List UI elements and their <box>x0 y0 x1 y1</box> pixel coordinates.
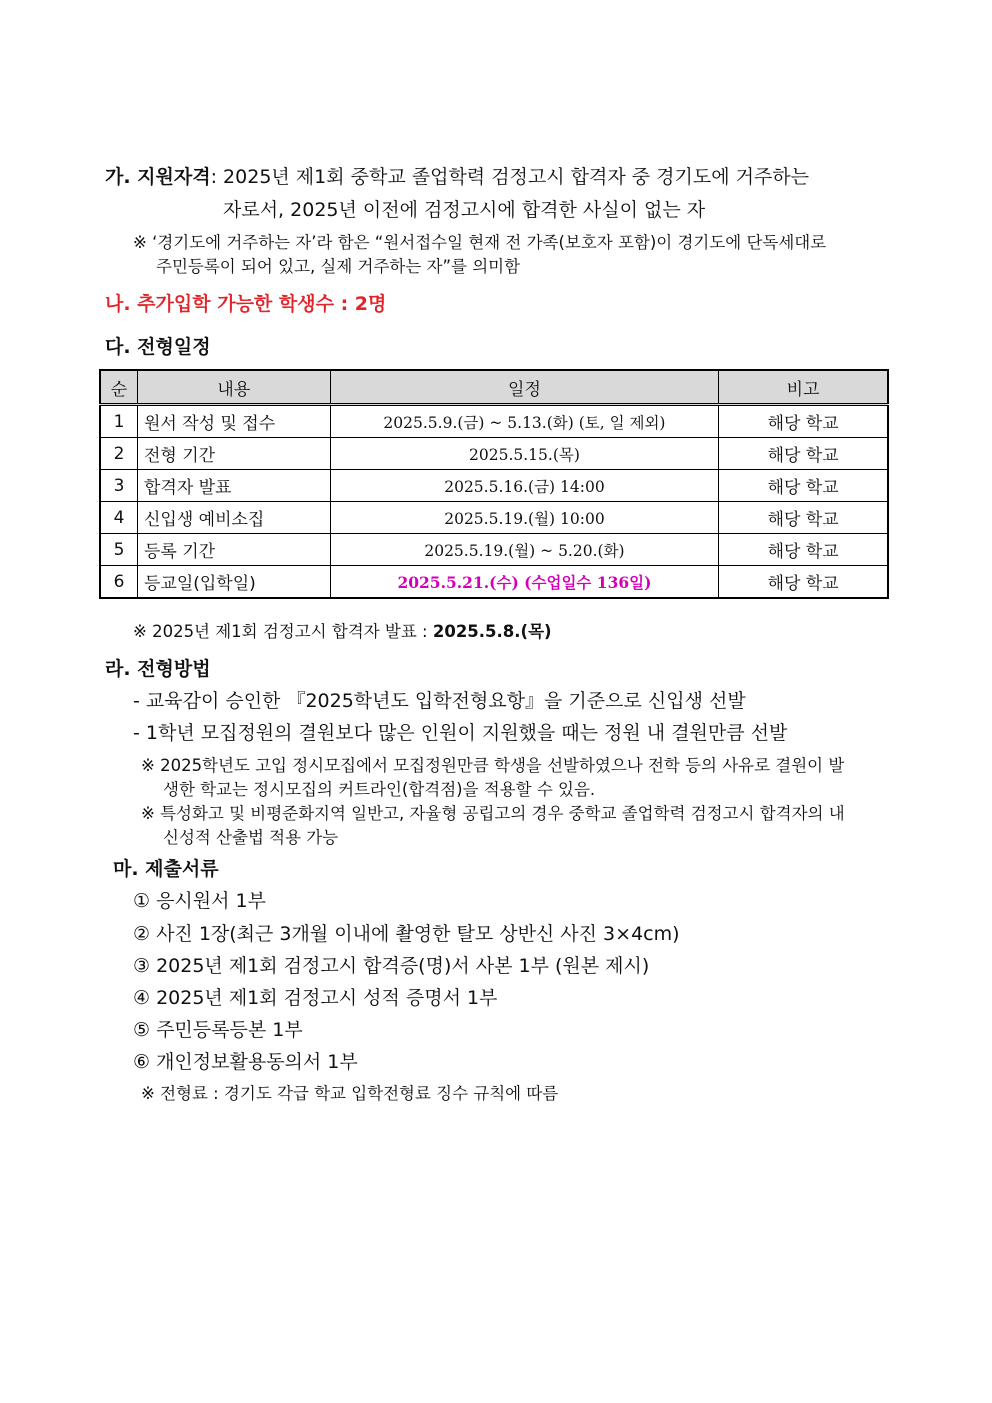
header-content: 내용 <box>137 370 330 405</box>
selection-item-2: - 1학년 모집정원의 결원보다 많은 인원이 지원했을 때는 정원 내 결원만큼 선발 <box>133 722 788 744</box>
table-row <box>100 470 888 502</box>
qualification-note-line1: ※ ‘경기도에 거주하는 자’라 함은 “원서접수일 현재 전 가족(보호자 포함)이 경기도에 단독세대로 <box>133 233 827 252</box>
row-note: 해당 학교 <box>719 502 888 534</box>
row-content: 원서 작성 및 접수 <box>137 405 330 438</box>
selection-method-heading: 라. 전형방법 <box>105 658 211 680</box>
selection-item-1: - 교육감이 승인한 『2025학년도 입학전형요항』을 기준으로 신입생 선발 <box>133 690 746 712</box>
document-item: ④ 2025년 제1회 검정고시 성적 증명서 1부 <box>133 987 498 1009</box>
row-content: 합격자 발표 <box>137 470 330 502</box>
row-no: 6 <box>100 566 137 599</box>
qualification-label: 가. 지원자격 <box>105 166 211 188</box>
announcement-date: 2025.5.8.(목) <box>432 622 552 641</box>
document-item: ① 응시원서 1부 <box>133 890 266 912</box>
document-item: ② 사진 1장(최근 3개월 이내에 촬영한 탈모 상반신 사진 3×4cm) <box>133 923 680 945</box>
documents-heading: 마. 제출서류 <box>113 858 219 880</box>
row-schedule: 2025.5.15.(목) <box>330 438 719 470</box>
row-schedule: 2025.5.16.(금) 14:00 <box>330 470 719 502</box>
row-note: 해당 학교 <box>719 438 888 470</box>
table-row <box>100 534 888 566</box>
document-item: ⑥ 개인정보활용동의서 1부 <box>133 1051 358 1073</box>
qualification-text: : 2025년 제1회 중학교 졸업학력 검정고시 합격자 중 경기도에 거주하는 <box>210 166 810 188</box>
selection-note2-line1: ※ 특성화고 및 비평준화지역 일반고, 자율형 공립고의 경우 중학교 졸업학력 검정고시 합격자의 내 <box>141 804 845 823</box>
row-note: 해당 학교 <box>719 534 888 566</box>
row-schedule: 2025.5.19.(월) ~ 5.20.(화) <box>330 534 719 566</box>
document-item: ③ 2025년 제1회 검정고시 합격증(명)서 사본 1부 (원본 제시) <box>133 955 650 977</box>
announcement-note <box>133 618 552 642</box>
schedule-heading: 다. 전형일정 <box>105 336 211 358</box>
header-schedule: 일정 <box>330 370 719 405</box>
selection-note1-line1: ※ 2025학년도 고입 정시모집에서 모집정원만큼 학생을 선발하였으나 전학 등의 사유로 결원이 발 <box>141 756 845 775</box>
row-note: 해당 학교 <box>719 566 888 599</box>
selection-note2-line2: 신성적 산출법 적용 가능 <box>163 828 339 847</box>
row-note: 해당 학교 <box>719 470 888 502</box>
row-schedule: 2025.5.19.(월) 10:00 <box>330 502 719 534</box>
schedule-table <box>99 369 889 599</box>
qualification-line2: 자로서, 2025년 이전에 검정고시에 합격한 사실이 없는 자 <box>223 199 706 221</box>
table-header-row <box>100 370 888 405</box>
row-content: 전형 기간 <box>137 438 330 470</box>
row-content: 등록 기간 <box>137 534 330 566</box>
row-no: 3 <box>100 470 137 502</box>
row-content: 신입생 예비소집 <box>137 502 330 534</box>
table-row <box>100 566 888 599</box>
row-schedule: 2025.5.9.(금) ~ 5.13.(화) (토, 일 제외) <box>330 405 719 438</box>
row-note: 해당 학교 <box>719 405 888 438</box>
fee-note: ※ 전형료 : 경기도 각급 학교 입학전형료 징수 규칙에 따름 <box>141 1084 559 1103</box>
qualification-note-line2: 주민등록이 되어 있고, 실제 거주하는 자”를 의미함 <box>156 257 521 276</box>
row-schedule-highlight: 2025.5.21.(수) (수업일수 136일) <box>330 566 719 599</box>
table-row <box>100 502 888 534</box>
table-row <box>100 438 888 470</box>
header-no: 순 <box>100 370 137 405</box>
admission-count-heading: 나. 추가입학 가능한 학생수 : 2명 <box>105 293 387 315</box>
row-no: 2 <box>100 438 137 470</box>
header-note: 비고 <box>719 370 888 405</box>
document-item: ⑤ 주민등록등본 1부 <box>133 1019 303 1041</box>
qualification-line1 <box>105 162 809 189</box>
row-content: 등교일(입학일) <box>137 566 330 599</box>
selection-note1-line2: 생한 학교는 정시모집의 커트라인(합격점)을 적용할 수 있음. <box>163 780 596 799</box>
announcement-note-text: ※ 2025년 제1회 검정고시 합격자 발표 : <box>133 622 433 641</box>
row-no: 5 <box>100 534 137 566</box>
row-no: 4 <box>100 502 137 534</box>
table-row <box>100 405 888 438</box>
row-no: 1 <box>100 405 137 438</box>
